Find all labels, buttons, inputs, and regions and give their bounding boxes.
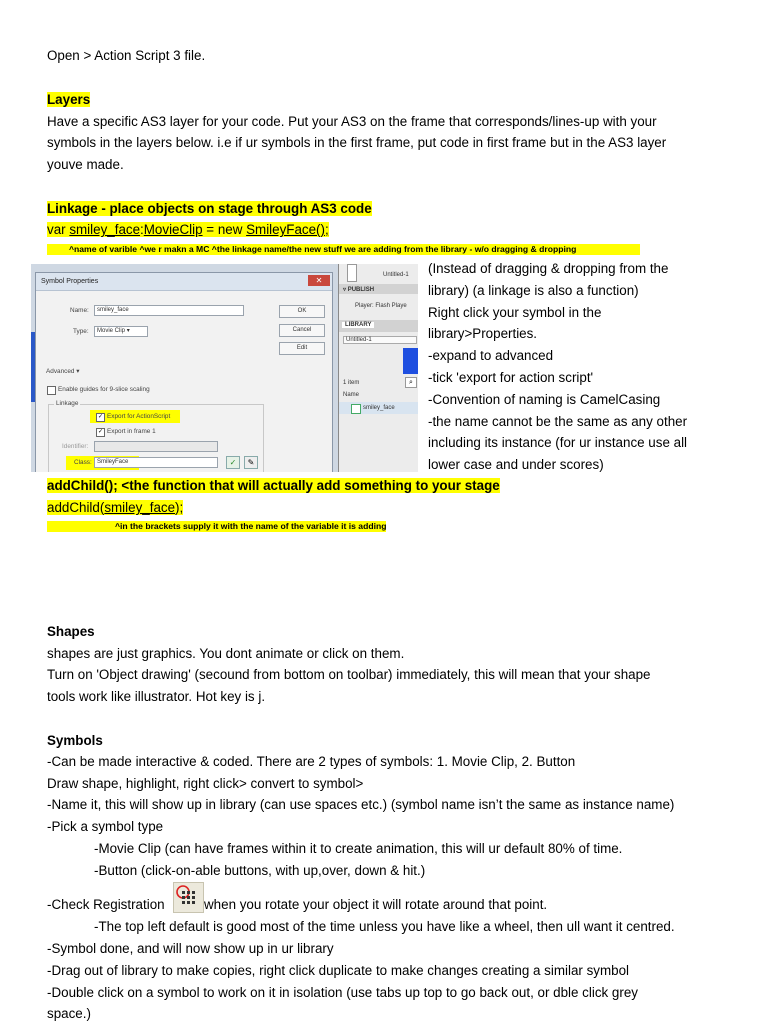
- symbols-indent-line: -Button (click-on-able buttons, with up,over, down & hit.): [94, 863, 426, 878]
- enable-guides-label: Enable guides for 9-slice scaling: [58, 386, 150, 393]
- side-note-line: -Convention of naming is CamelCasing: [428, 391, 661, 407]
- layers-paragraph-line: symbols in the layers below. i.e if ur symbols in the first frame, put code in first frame but in the AS3 layer: [47, 135, 667, 150]
- code-var-keyword: var: [47, 222, 70, 237]
- linkage-group-label: Linkage: [56, 400, 79, 407]
- edit-button[interactable]: Edit: [279, 342, 325, 355]
- close-icon[interactable]: ✕: [308, 275, 330, 286]
- symbols-tail-line: space.): [47, 1006, 91, 1021]
- player-setting: Player: Flash Playe: [355, 303, 407, 309]
- intro-line: Open > Action Script 3 file.: [47, 48, 206, 63]
- addchild-prefix: addChild(: [47, 500, 105, 515]
- class-label: Class:: [74, 459, 92, 466]
- advanced-toggle[interactable]: [46, 367, 79, 375]
- symbols-line: -Can be made interactive & coded. There are 2 types of symbols: 1. Movie Clip, 2. Button: [47, 754, 576, 769]
- panel-document-name: Untitled-1: [383, 272, 409, 278]
- symbols-indent-line: -Movie Clip (can have frames within it to create animation, this will ur default 80% of time.: [94, 841, 623, 856]
- identifier-field[interactable]: [94, 441, 218, 452]
- linkage-side-notes: [428, 258, 728, 476]
- shapes-line: tools work like illustrator. Hot key is j.: [47, 689, 266, 704]
- layers-heading-text: Layers: [47, 92, 91, 107]
- side-note-line: lower case and under scores): [428, 457, 604, 473]
- symbols-tail-line: -Drag out of library to make copies, right click duplicate to make changes creating a similar symbol: [47, 963, 629, 978]
- registration-grid-icon: [173, 882, 204, 913]
- symbols-line: Draw shape, highlight, right click> convert to symbol>: [47, 776, 364, 791]
- addchild-suffix: );: [175, 500, 184, 515]
- export-frame-label: Export in frame 1: [107, 428, 156, 435]
- addchild-arg: smiley_face: [104, 500, 176, 515]
- side-note-line: library>Properties.: [428, 326, 538, 342]
- chevron-down-icon: ▿: [343, 287, 347, 293]
- class-field[interactable]: SmileyFace: [94, 457, 218, 468]
- registration-indent-line: -The top left default is good most of the time unless you have like a wheel, then ull want it centred.: [94, 919, 675, 934]
- shapes-heading: Shapes: [47, 624, 95, 639]
- addchild-text: addChild(); <the function that will actually add something to your stage: [47, 478, 500, 493]
- library-name-column: Name: [343, 392, 360, 398]
- validate-icon[interactable]: ✓: [226, 456, 240, 469]
- movieclip-icon: [351, 404, 361, 414]
- layers-heading: [47, 91, 90, 109]
- layers-paragraph-line: Have a specific AS3 layer for your code. Put your AS3 on the frame that corresponds/lines-up with your: [47, 114, 657, 129]
- export-actionscript-checkbox[interactable]: ✓: [97, 414, 104, 420]
- advanced-label: Advanced: [46, 368, 75, 375]
- side-note-line: including its instance (for ur instance use all: [428, 435, 688, 451]
- side-note-line: Right click your symbol in the: [428, 304, 602, 320]
- pencil-icon[interactable]: ✎: [244, 456, 258, 469]
- symbols-line: -Pick a symbol type: [47, 819, 164, 834]
- symbol-properties-dialog: [35, 272, 333, 472]
- type-label: Type:: [73, 328, 89, 335]
- addchild-note-text: ^in the brackets supply it with the name of the variable it is adding: [47, 521, 386, 532]
- registration-grid-svg: [174, 883, 203, 912]
- side-note-line: -expand to advanced: [428, 348, 554, 364]
- document-icon: [347, 264, 357, 282]
- code-note-text: ^name of varible ^we r makn a MC ^the linkage name/the new stuff we are adding from the library - w/o dragging & dropping: [47, 244, 640, 255]
- linkage-heading-text: Linkage - place objects on stage through AS3 code: [47, 201, 372, 216]
- side-note-line: -the name cannot be the same as any other: [428, 413, 688, 429]
- library-item-count: 1 item: [343, 380, 360, 386]
- side-note-line: (Instead of dragging & dropping from the: [428, 261, 669, 276]
- addchild-line: [47, 477, 500, 495]
- library-document-select[interactable]: Untitled-1: [343, 336, 417, 344]
- symbols-line: -Name it, this will show up in library (can use spaces etc.) (symbol name isn’t the same as instance name): [47, 797, 675, 812]
- export-actionscript-label: Export for ActionScript: [107, 413, 171, 420]
- linkage-heading: [47, 200, 372, 218]
- symbol-properties-screenshot: [31, 264, 418, 472]
- addchild-code: [47, 499, 183, 517]
- cancel-button[interactable]: Cancel: [279, 324, 325, 337]
- code-eq-new: = new: [202, 222, 247, 237]
- export-frame-checkbox[interactable]: ✓: [97, 429, 104, 435]
- side-note-line: -tick 'export for action script': [428, 369, 594, 385]
- library-tab[interactable]: LIBRARY: [342, 322, 374, 328]
- chevron-down-icon: ▾: [126, 328, 130, 334]
- search-icon[interactable]: ⌕: [405, 377, 417, 388]
- code-line: [47, 221, 329, 239]
- code-colon: :: [140, 222, 144, 237]
- code-note: [47, 244, 640, 255]
- symbols-heading: Symbols: [47, 733, 103, 748]
- publish-header[interactable]: [343, 286, 374, 293]
- identifier-label: Identifier:: [62, 443, 89, 450]
- code-type: MovieClip: [143, 222, 203, 237]
- name-label: Name:: [70, 307, 89, 314]
- enable-guides-checkbox[interactable]: [47, 386, 56, 395]
- code-constructor: SmileyFace();: [246, 222, 329, 237]
- symbols-tail-line: -Symbol done, and will now show up in ur library: [47, 941, 334, 956]
- flash-side-panel: [338, 264, 418, 472]
- symbols-tail-line: -Double click on a symbol to work on it in isolation (use tabs up top to go back out, or dble click grey: [47, 985, 638, 1000]
- symbol-preview: [403, 348, 418, 374]
- chevron-down-icon: ▾: [76, 368, 80, 375]
- layers-paragraph-line: youve made.: [47, 157, 124, 172]
- name-field[interactable]: smiley_face: [94, 305, 244, 316]
- ok-button[interactable]: OK: [279, 305, 325, 318]
- stage-edge: [31, 332, 35, 402]
- side-note-line: library) (a linkage is also a function): [428, 282, 639, 298]
- type-select[interactable]: [94, 326, 148, 337]
- check-registration-suffix: when you rotate your object it will rotate around that point.: [204, 897, 548, 912]
- publish-label: PUBLISH: [347, 287, 375, 293]
- addchild-note: [47, 521, 386, 532]
- shapes-line: shapes are just graphics. You dont animate or click on them.: [47, 646, 405, 661]
- code-var-name: smiley_face: [69, 222, 141, 237]
- library-item-name: smiley_face: [363, 405, 395, 411]
- shapes-line: Turn on 'Object drawing' (secound from bottom on toolbar) immediately, this will mean that your shape: [47, 667, 651, 682]
- type-select-value: Movie Clip: [97, 328, 126, 334]
- check-registration-prefix: -Check Registration: [47, 897, 165, 912]
- dialog-title: Symbol Properties: [36, 273, 332, 291]
